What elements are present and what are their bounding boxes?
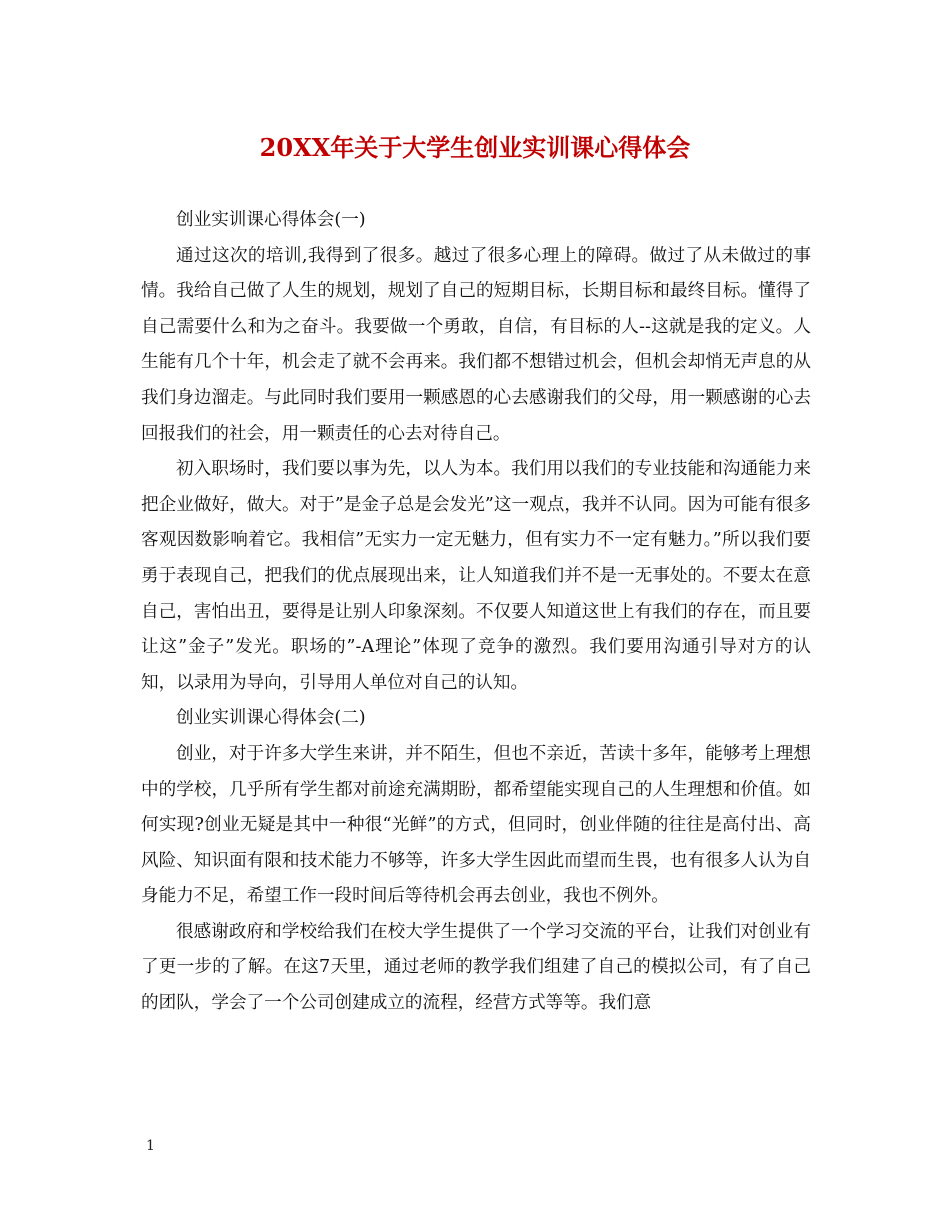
paragraph-4: 很感谢政府和学校给我们在校大学生提供了一个学习交流的平台，让我们对创业有了更一步的了解。在这7天里，通过老师的教学我们组建了自己的模拟公司，有了自己的团队，学会了一个公司创建成立的流程，经营方式等等。我们意 [141, 921, 811, 1014]
document-title: 20XX年关于大学生创业实训课心得体会 [259, 133, 691, 162]
page-number: 1 [146, 1138, 155, 1154]
section-heading-1: 创业实训课心得体会(一) [176, 210, 366, 230]
document-body [141, 203, 811, 1022]
paragraph-1: 通过这次的培训,我得到了很多。越过了很多心理上的障碍。做过了从未做过的事情。我给自己做了人生的规划，规划了自己的短期目标，长期目标和最终目标。懂得了自己需要什么和为之奋斗。我要做一个勇敢，自信，有目标的人--这就是我的定义。人生能有几个十年，机会走了就不会再来。我们都不想错过机会，但机会却悄无声息的从我们身边溜走。与此同时我们要用一颗感恩的心去感谢我们的父母，用一颗感谢的心去回报我们的社会，用一颗责任的心去对待自己。 [141, 245, 811, 444]
paragraph-3: 创业，对于许多大学生来讲，并不陌生，但也不亲近，苦读十多年，能够考上理想中的学校，几乎所有学生都对前途充满期盼，都希望能实现自己的人生理想和价值。如何实现?创业无疑是其中一种很“光鲜”的方式，但同时，创业伴随的往往是高付出、高风险、知识面有限和技术能力不够等，许多大学生因此而望而生畏，也有很多人认为自身能力不足，希望工作一段时间后等待机会再去创业，我也不例外。 [141, 743, 811, 907]
section-heading-2: 创业实训课心得体会(二) [176, 708, 366, 729]
paragraph-2: 初入职场时，我们要以事为先，以人为本。我们用以我们的专业技能和沟通能力来把企业做好，做大。对于”是金子总是会发光”这一观点，我并不认同。因为可能有很多客观因数影响着它。我相信”无实力一定无魅力，但有实力不一定有魅力。”所以我们要勇于表现自己，把我们的优点展现出来，让人知道我们并不是一无事处的。不要太在意自己，害怕出丑，要得是让别人印象深刻。不仅要人知道这世上有我们的存在，而且要让这”金子”发光。职场的”-A理论”体现了竞争的激烈。我们要用沟通引导对方的认知，以录用为导向，引导用人单位对自己的认知。 [141, 459, 811, 693]
